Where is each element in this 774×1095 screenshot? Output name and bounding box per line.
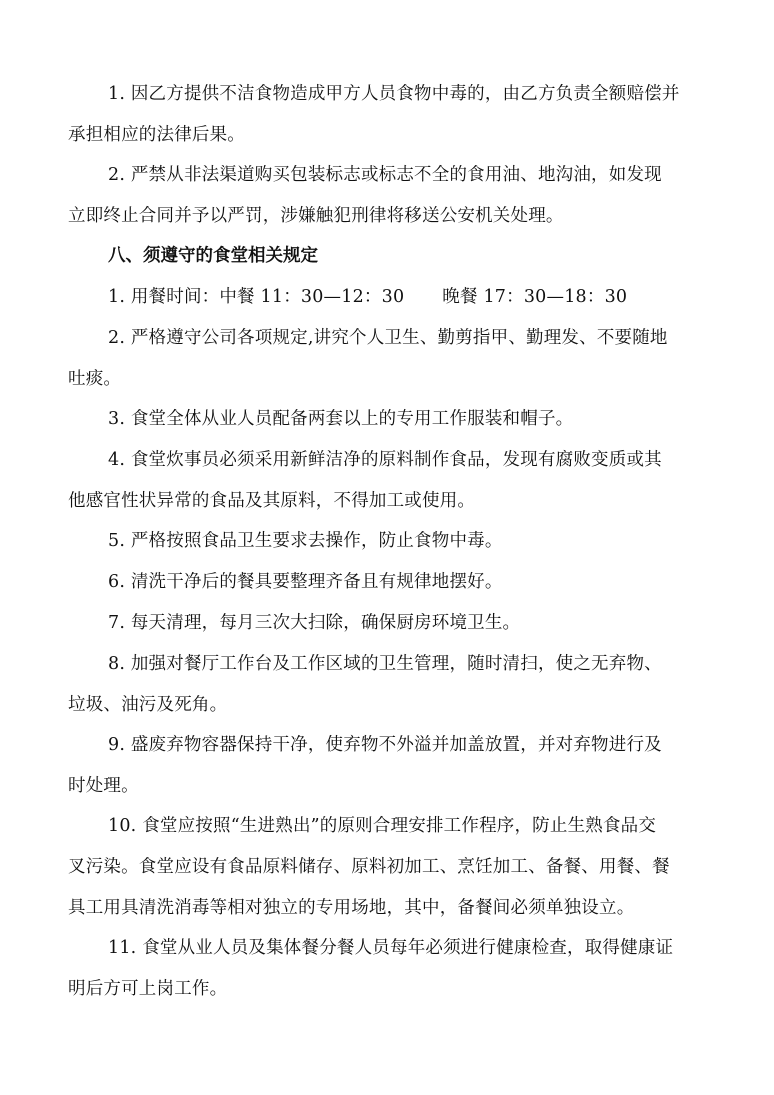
paragraph-2 bbox=[68, 155, 708, 237]
paragraph-line: 吐痰。 bbox=[68, 369, 122, 389]
section-heading: 八、须遵守的食堂相关规定 bbox=[108, 246, 318, 266]
rule-3 bbox=[108, 399, 708, 440]
rule-6 bbox=[108, 562, 708, 603]
rule-8 bbox=[68, 644, 708, 726]
paragraph-1 bbox=[68, 74, 708, 156]
rule-7 bbox=[108, 603, 708, 644]
lunch-time: 1. 用餐时间：中餐 11：30—12：30 bbox=[108, 287, 405, 307]
paragraph-line: 2. 严格遵守公司各项规定,讲究个人卫生、勤剪指甲、勤理发、不要随地 bbox=[108, 328, 668, 348]
rule-4 bbox=[68, 440, 708, 522]
paragraph-line: 4. 食堂炊事员必须采用新鲜洁净的原料制作食品，发现有腐败变质或其 bbox=[108, 450, 662, 470]
paragraph-line: 叉污染。食堂应设有食品原料储存、原料初加工、烹饪加工、备餐、用餐、餐 bbox=[68, 857, 670, 877]
rule-10 bbox=[68, 806, 708, 929]
paragraph-line: 6. 清洗干净后的餐具要整理齐备且有规律地摆好。 bbox=[108, 572, 503, 592]
paragraph-line: 承担相应的法律后果。 bbox=[68, 125, 245, 145]
paragraph-line: 3. 食堂全体从业人员配备两套以上的专用工作服装和帽子。 bbox=[108, 409, 574, 429]
paragraph-line: 11. 食堂从业人员及集体餐分餐人员每年必须进行健康检查，取得健康证 bbox=[108, 938, 674, 958]
paragraph-line: 10. 食堂应按照“生进熟出”的原则合理安排工作程序，防止生熟食品交 bbox=[108, 816, 657, 836]
paragraph-line: 立即终止合同并予以严罚，涉嫌触犯刑律将移送公安机关处理。 bbox=[68, 206, 564, 226]
paragraph-line: 5. 严格按照食品卫生要求去操作，防止食物中毒。 bbox=[108, 531, 503, 551]
rule-11 bbox=[68, 928, 708, 1010]
rule-9 bbox=[68, 725, 708, 807]
paragraph-line: 7. 每天清理，每月三次大扫除，确保厨房环境卫生。 bbox=[108, 613, 521, 633]
dinner-time: 晚餐 17：30—18：30 bbox=[442, 287, 628, 307]
meal-time-row bbox=[108, 277, 708, 318]
paragraph-line: 明后方可上岗工作。 bbox=[68, 979, 228, 999]
rule-5 bbox=[108, 521, 708, 562]
paragraph-line: 8. 加强对餐厅工作台及工作区域的卫生管理，随时清扫，使之无弃物、 bbox=[108, 654, 662, 674]
paragraph-line: 垃圾、油污及死角。 bbox=[68, 695, 228, 715]
paragraph-line: 2. 严禁从非法渠道购买包装标志或标志不全的食用油、地沟油，如发现 bbox=[108, 165, 662, 185]
paragraph-line: 9. 盛废弃物容器保持干净，使弃物不外溢并加盖放置，并对弃物进行及 bbox=[108, 735, 662, 755]
meal-time-line bbox=[108, 277, 708, 318]
paragraph-line: 时处理。 bbox=[68, 776, 139, 796]
paragraph-line: 他感官性状异常的食品及其原料，不得加工或使用。 bbox=[68, 491, 476, 511]
rule-2 bbox=[68, 318, 708, 400]
paragraph-line: 1. 因乙方提供不洁食物造成甲方人员食物中毒的，由乙方负责全额赔偿并 bbox=[108, 84, 680, 104]
paragraph-line: 具工用具清洗消毒等相对独立的专用场地，其中，备餐间必须单独设立。 bbox=[68, 898, 635, 918]
